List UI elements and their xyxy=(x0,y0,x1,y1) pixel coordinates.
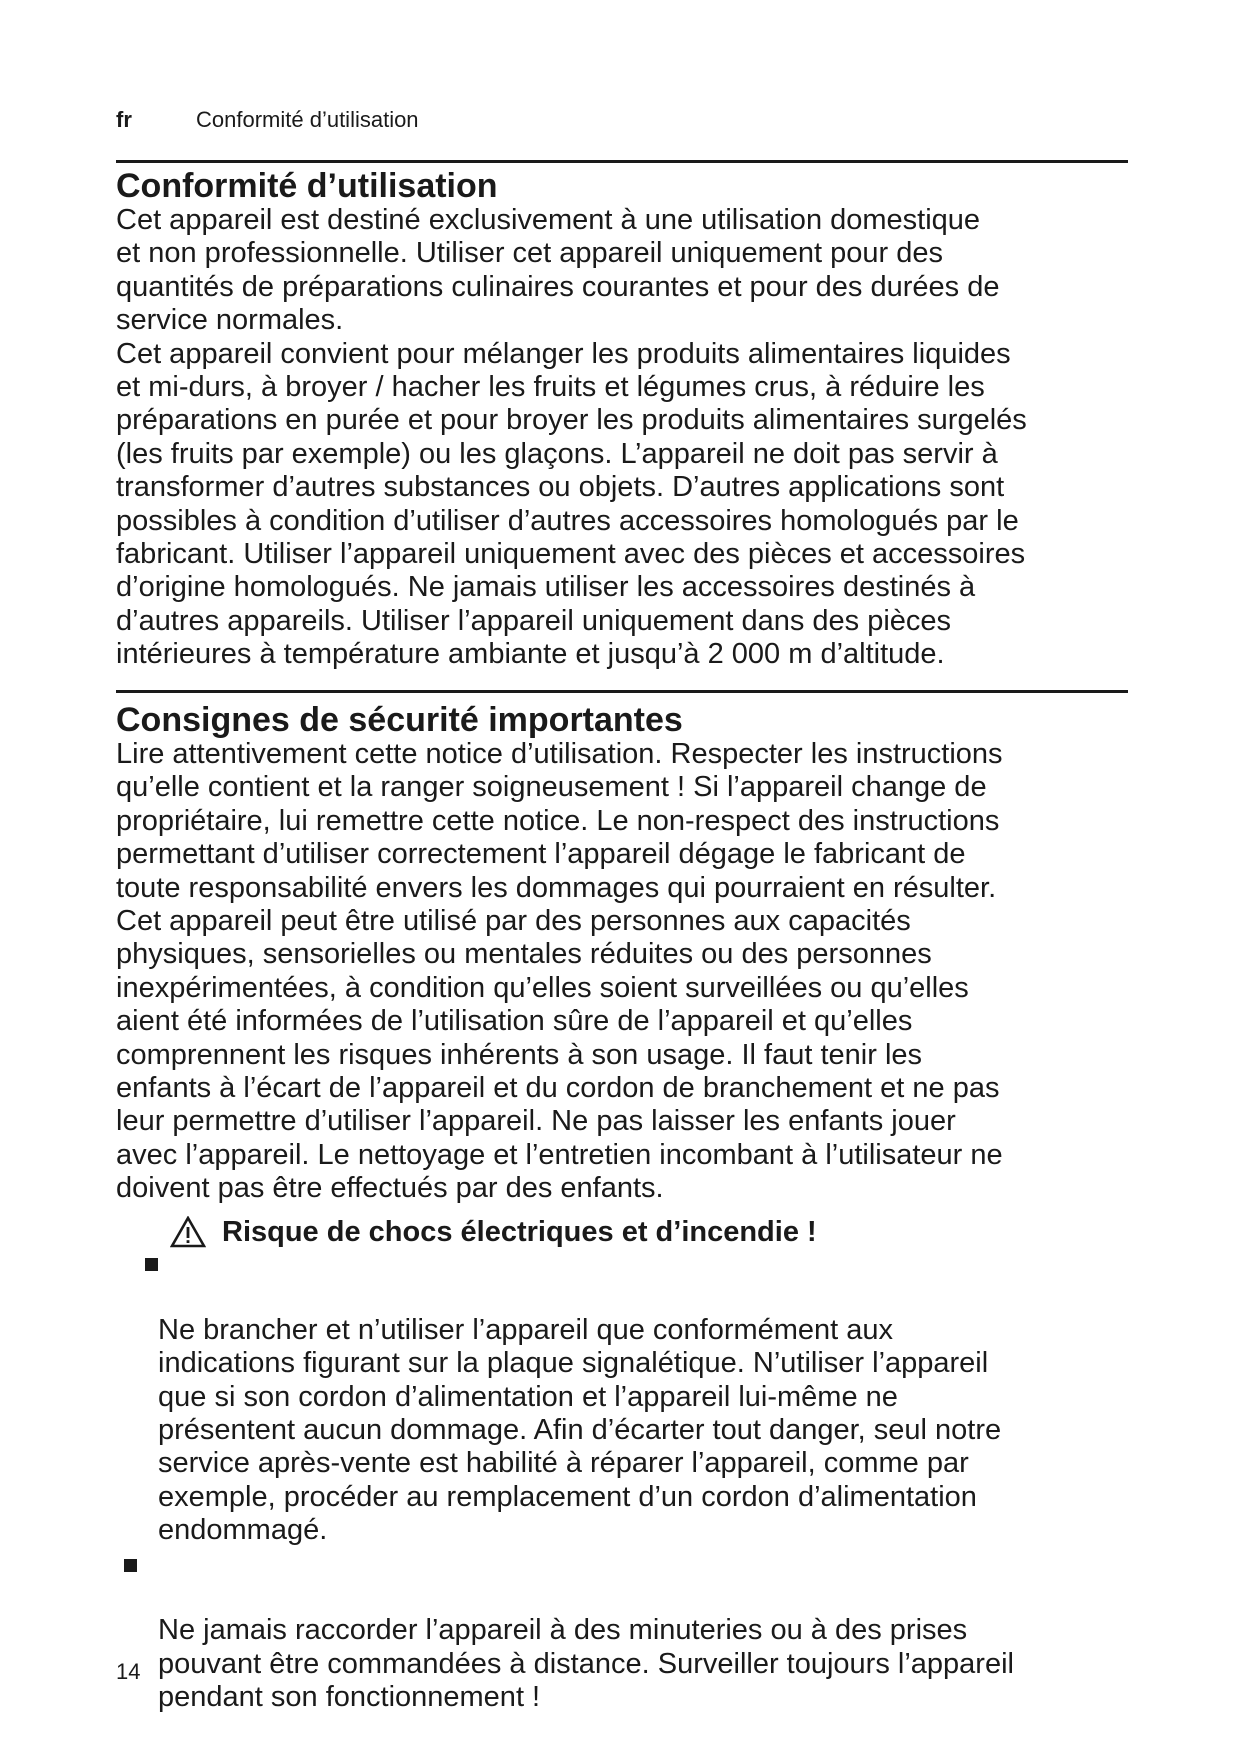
list-item xyxy=(116,1548,1128,1715)
bullet-square-icon xyxy=(145,1258,158,1271)
bullet-square-icon xyxy=(124,1559,137,1572)
section-divider xyxy=(116,160,1128,163)
list-item-text: Ne brancher et n’utiliser l’appareil que conformément aux indications figurant sur la plaque signalétique. N’utiliser l’appareil que si son cordon d’alimentation et l’appareil lui-même ne présentent aucun dommage. Afin d’écarter tout danger, seul notre service après-vente est habilité à réparer l’appareil, comme par exemple, procéder au remplacement d’un cordon d’alimentation endommagé. xyxy=(158,1313,1002,1547)
running-title: Conformité d’utilisation xyxy=(196,107,419,132)
manual-page xyxy=(116,0,1128,1754)
warning-block xyxy=(116,1214,1128,1715)
list-item-text: Ne jamais raccorder l’appareil à des minuteries ou à des prises pouvant être commandées à distance. Surveiller toujours l’appareil pendant son fonctionnement ! xyxy=(158,1614,1014,1714)
warning-heading xyxy=(170,1214,1128,1250)
running-header xyxy=(116,106,419,134)
section-conformity xyxy=(116,166,1128,672)
section-title-safety: Consignes de sécurité importantes xyxy=(116,701,683,739)
warning-list xyxy=(116,1247,1128,1715)
section-text-conformity: Cet appareil est destiné exclusivement à une utilisation domestique et non professionnelle. Utiliser cet appareil uniquement pour des quantités de préparations culinaires courantes et pour des durées de service normales. Cet appareil convient pour mélanger les produits alimentaires liquides et mi-durs, à broyer / hacher les fruits et légumes crus, à réduire les préparations en purée et pour broyer les produits alimentaires surgelés (les fruits par exemple) ou les glaçons. L’appareil ne doit pas servir à transformer d’autres substances ou objets. D’autres applications sont possibles à condition d’utiliser d’autres accessoires homologués par le fabricant. Utiliser l’appareil uniquement avec des pièces et accessoires d’origine homologués. Ne jamais utiliser les accessoires destinés à d’autres appareils. Utiliser l’appareil uniquement dans des pièces intérieures à température ambiante et jusqu’à 2 000 m d’altitude. xyxy=(116,204,1027,671)
warning-triangle-icon xyxy=(170,1216,206,1248)
section-text-safety: Lire attentivement cette notice d’utilisation. Respecter les instructions qu’elle contient et la ranger soigneusement ! Si l’appareil change de propriétaire, lui remettre cette notice. Le non-respect des instructions permettant d’utiliser correctement l’appareil dégage le fabricant de toute responsabilité envers les dommages qui pourraient en résulter. Cet appareil peut être utilisé par des personnes aux capacités physiques, sensorielles ou mentales réduites ou des personnes inexpérimentées, à condition qu’elles soient surveillées ou qu’elles aient été informées de l’utilisation sûre de l’appareil et qu’elles comprennent les risques inhérents à son usage. Il faut tenir les enfants à l’écart de l’appareil et du cordon de branchement et ne pas leur permettre d’utiliser l’appareil. Ne pas laisser les enfants jouer avec l’appareil. Le nettoyage et l’entretien incombant à l’utilisateur ne doivent pas être effectués par des enfants. xyxy=(116,738,1003,1205)
list-item xyxy=(116,1247,1128,1548)
language-code: fr xyxy=(116,107,132,132)
page-number: 14 xyxy=(116,1659,141,1684)
section-title-conformity: Conformité d’utilisation xyxy=(116,167,498,205)
section-safety xyxy=(116,700,1128,1206)
warning-title: Risque de chocs électriques et d’incendie ! xyxy=(222,1216,817,1248)
section-divider xyxy=(116,690,1128,693)
